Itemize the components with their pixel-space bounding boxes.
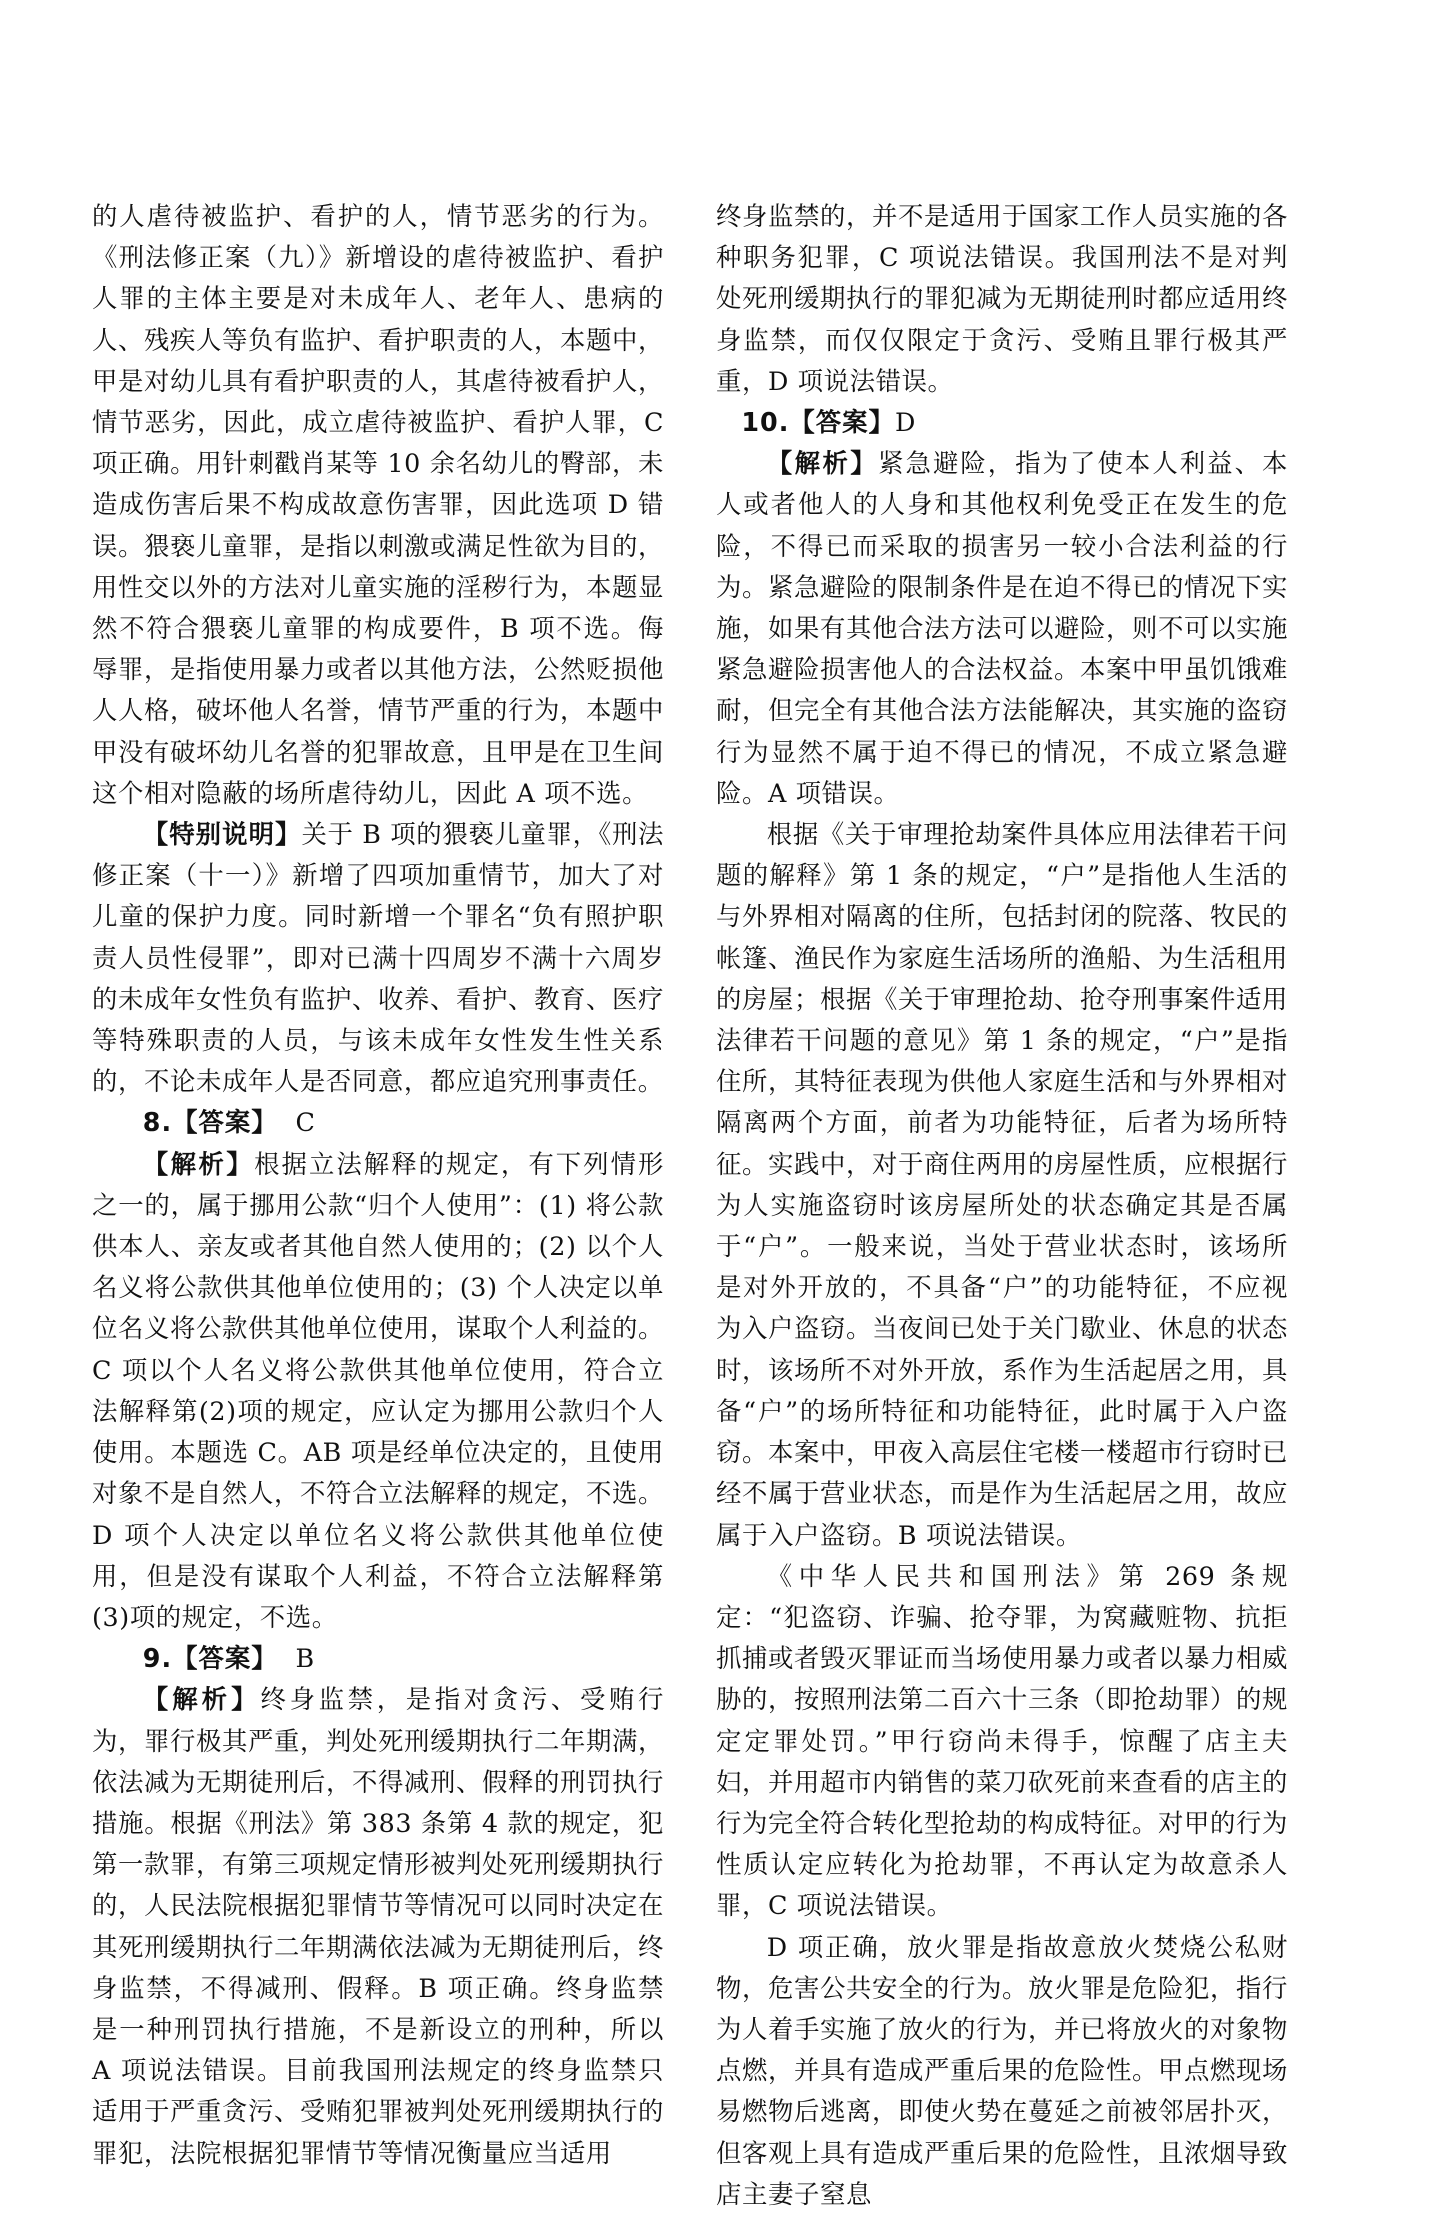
- paragraph: [716, 814, 1288, 1556]
- paragraph: [92, 196, 664, 814]
- section-tag: 【特别说明】: [142, 819, 302, 850]
- analysis-paragraph-10: [716, 443, 1288, 814]
- question-number: 8.: [142, 1107, 173, 1138]
- answer-line-10: [741, 402, 1288, 443]
- paragraph: [716, 1556, 1288, 1927]
- answer-line-8: [143, 1102, 664, 1143]
- paragraph-text: D 项正确，放火罪是指故意放火焚烧公私财物，危害公共安全的行为。放火罪是危险犯，指行为人着手实施了放火的行为，并已将放火的对象物点燃，并具有造成严重后果的危险性。甲点燃现场易燃物后逃离，即使火势在蔓延之前被邻居扑灭，但客观上具有造成严重后果的危险性，且浓烟导致店主妻子窒息: [716, 1931, 1288, 2209]
- paragraph-text: 终身监禁，是指对贪污、受贿行为，罪行极其严重，判处死刑缓期执行二年期满，依法减为无期徒刑后，不得减刑、假释的刑罚执行措施。根据《刑法》第 383 条第 4 款的规定，犯第一款罪，有第三项规定情形被判处死刑缓期执行的，人民法院根据犯罪情节等情况可以同时决定在其死刑缓期执行二年期满依法减为无期徒刑后，终身监禁，不得减刑、假释。B 项正确。终身监禁是一种刑罚执行措施，不是新设立的刑种，所以 A 项说法错误。目前我国刑法规定的终身监禁只适用于严重贪污、受贿犯罪被判处死刑缓期执行的罪犯，法院根据犯罪情节等情况衡量应当适用: [92, 1684, 665, 2168]
- answer-line-9: [143, 1638, 664, 1679]
- right-column: [716, 196, 1288, 2215]
- paragraph-text: 的人虐待被监护、看护的人，情节恶劣的行为。《刑法修正案（九）》新增设的虐待被监护、看护人罪的主体主要是对未成年人、老年人、患病的人、残疾人等负有监护、看护职责的人，本题中，甲是对幼儿具有看护职责的人，其虐待被看护人，情节恶劣，因此，成立虐待被监护、看护人罪，C 项正确。用针刺戳肖某等 10 余名幼儿的臀部，未造成伤害后果不构成故意伤害罪，因此选项 D 错误。猥亵儿童罪，是指以刺激或满足性欲为目的，用性交以外的方法对儿童实施的淫秽行为，本题显然不符合猥亵儿童罪的构成要件，B 项不选。侮辱罪，是指使用暴力或者以其他方法，公然贬损他人人格，破坏他人名誉，情节严重的行为，本题中甲没有破坏幼儿名誉的犯罪故意，且甲是在卫生间这个相对隐蔽的场所虐待幼儿，因此 A 项不选。: [92, 201, 664, 808]
- paragraph: [716, 1927, 1288, 2215]
- paragraph-special-note: [92, 814, 664, 1102]
- section-tag: 【解析】: [766, 448, 879, 479]
- answer-tag: 【答案】: [172, 1643, 278, 1674]
- analysis-paragraph-8: [92, 1144, 664, 1638]
- question-number: 9.: [142, 1643, 173, 1674]
- section-tag: 【解析】: [142, 1148, 255, 1179]
- paragraph-text: 《中华人民共和国刑法》第 269 条规定：“犯盗窃、诈骗、抢夺罪，为窝藏赃物、抗拒抓捕或者毁灭罪证而当场使用暴力或者以暴力相威胁的，按照刑法第二百六十三条（即抢劫罪）的规定定罪处罚。”甲行窃尚未得手，惊醒了店主夫妇，并用超市内销售的菜刀砍死前来查看的店主的行为完全符合转化型抢劫的构成特征。对甲的行为性质认定应转化为抢劫罪，不再认定为故意杀人罪，C 项说法错误。: [716, 1560, 1288, 1921]
- answer-tag: 【答案】: [172, 1107, 278, 1138]
- analysis-paragraph-9: [92, 1679, 664, 2173]
- answer-tag: 【答案】: [789, 407, 895, 438]
- paragraph-text: 根据《关于审理抢劫案件具体应用法律若干问题的解释》第 1 条的规定，“户”是指他人生活的与外界相对隔离的住所，包括封闭的院落、牧民的帐篷、渔民作为家庭生活场所的渔船、为生活租用的房屋；根据《关于审理抢劫、抢夺刑事案件适用法律若干问题的意见》第 1 条的规定，“户”是指住所，其特征表现为供他人家庭生活和与外界相对隔离两个方面，前者为功能特征，后者为场所特征。实践中，对于商住两用的房屋性质，应根据行为人实施盗窃时该房屋所处的状态确定其是否属于“户”。一般来说，当处于营业状态时，该场所是对外开放的，不具备“户”的功能特征，不应视为入户盗窃。当夜间已处于关门歇业、休息的状态时，该场所不对外开放，系作为生活起居之用，具备“户”的场所特征和功能特征，此时属于入户盗窃。本案中，甲夜入高层住宅楼一楼超市行窃时已经不属于营业状态，而是作为生活起居之用，故应属于入户盗窃。B 项说法错误。: [716, 819, 1288, 1550]
- section-tag: 【解析】: [142, 1684, 261, 1715]
- question-number: 10.: [741, 407, 790, 438]
- paragraph-text: 根据立法解释的规定，有下列情形之一的，属于挪用公款“归个人使用”：(1) 将公款供本人、亲友或者其他自然人使用的；(2) 以个人名义将公款供其他单位使用的；(3) 个人决定以单位名义将公款供其他单位使用，谋取个人利益的。C 项以个人名义将公款供其他单位使用，符合立法解释第(2)项的规定，应认定为挪用公款归个人使用。本题选 C。AB 项是经单位决定的，且使用对象不是自然人，不符合立法解释的规定，不选。D 项个人决定以单位名义将公款供其他单位使用，但是没有谋取个人利益，不符合立法解释第(3)项的规定，不选。: [92, 1148, 665, 1632]
- paragraph: [716, 196, 1288, 402]
- paragraph-text: 终身监禁的，并不是适用于国家工作人员实施的各种职务犯罪，C 项说法错误。我国刑法不是对判处死刑缓期执行的罪犯减为无期徒刑时都应适用终身监禁，而仅仅限定于贪污、受贿且罪行极其严重，D 项说法错误。: [716, 201, 1288, 396]
- answer-value: D: [894, 407, 916, 438]
- left-column: [92, 196, 664, 2174]
- answer-value: B: [295, 1643, 315, 1674]
- paragraph-text: 关于 B 项的猥亵儿童罪，《刑法修正案（十一）》新增了四项加重情节，加大了对儿童的保护力度。同时新增一个罪名“负有照护职责人员性侵罪”，即对已满十四周岁不满十六周岁的未成年女性负有监护、收养、看护、教育、医疗等特殊职责的人员，与该未成年女性发生性关系的，不论未成年人是否同意，都应追究刑事责任。: [92, 819, 665, 1097]
- answer-value: C: [295, 1107, 316, 1138]
- paragraph-text: 紧急避险，指为了使本人利益、本人或者他人的人身和其他权利免受正在发生的危险，不得已而采取的损害另一较小合法利益的行为。紧急避险的限制条件是在迫不得已的情况下实施，如果有其他合法方法可以避险，则不可以实施紧急避险损害他人的合法权益。本案中甲虽饥饿难耐，但完全有其他合法方法能解决，其实施的盗窃行为显然不属于迫不得已的情况，不成立紧急避险。A 项错误。: [716, 448, 1289, 808]
